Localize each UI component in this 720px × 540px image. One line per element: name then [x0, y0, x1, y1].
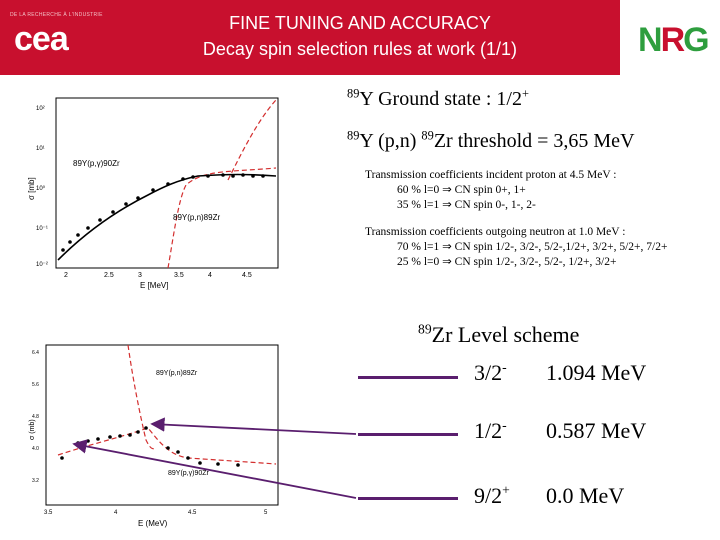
level-energy-9-2: 0.0 MeV	[546, 483, 625, 508]
plot-bottom-ytick: 4.0	[32, 446, 39, 452]
level-spin-9-2: 9/2+	[474, 482, 510, 508]
plot-bottom-xtick: 4	[114, 510, 118, 516]
plot-top-xtick: 3.5	[174, 272, 184, 279]
transmission-proton	[365, 168, 616, 213]
transmission-neutron	[365, 225, 667, 270]
plot-top-ytick: 10⁰	[36, 186, 46, 192]
plot-top-ytick: 10¹	[36, 146, 45, 152]
plot-top-xlabel: E [MeV]	[140, 281, 169, 290]
plot-bottom-label-pn: 89Y(p,n)89Zr	[156, 370, 198, 377]
level-spin-3-2: 3/2-	[474, 359, 507, 385]
plot-bottom-ytick: 4.8	[32, 414, 39, 420]
arrow-half-minus	[152, 424, 356, 434]
plot-top-label-pn: 89Y(p,n)89Zr	[173, 213, 221, 222]
plot-top-xtick: 4.5	[242, 272, 252, 279]
transmission-neutron-title: Transmission coefficients outgoing neutron at 1.0 MeV :	[365, 226, 626, 238]
plot-bottom-ylabel: σ (mb)	[29, 419, 36, 440]
level-spin-1-2: 1/2-	[474, 417, 507, 443]
level-bar-3-2-minus	[358, 376, 458, 379]
title-line-2: Decay spin selection rules at work (1/1)	[202, 39, 518, 59]
plot-top-xtick: 4	[208, 272, 212, 279]
level-scheme-title: $^{89}$Zr Level scheme	[418, 321, 580, 347]
plot-bottom-xtick: 5	[264, 510, 268, 516]
threshold-line: $^{89}$Y (p,n) $^{89}$Zr threshold = 3,65 MeV	[347, 128, 635, 152]
plot-top-xtick: 2	[64, 272, 68, 279]
transmission-neutron-l0: 25 % l=0 ⇒ CN spin 1/2-, 3/2-, 5/2-, 1/2+, 3/2+	[397, 256, 617, 268]
plot-top-ytick: 10⁻²	[36, 262, 48, 268]
plot-top-xtick: 2.5	[104, 272, 114, 279]
plot-top-label-pg: 89Y(p,γ)90Zr	[73, 159, 120, 168]
level-bar-9-2-plus	[358, 497, 458, 500]
level-bar-1-2-minus	[358, 433, 458, 436]
transmission-proton-title: Transmission coefficients incident proton at 4.5 MeV :	[365, 169, 617, 181]
cea-logo: cea	[14, 20, 68, 58]
plot-bottom-label-pg: 89Y(p,γ)90Zr	[168, 470, 209, 477]
level-energy-3-2: 1.094 MeV	[546, 360, 647, 385]
plot-bottom-xtick: 4.5	[188, 510, 197, 516]
plot-bottom-ytick: 5.6	[32, 382, 39, 388]
plot-top-xtick: 3	[138, 272, 142, 279]
level-energy-1-2: 0.587 MeV	[546, 418, 647, 443]
plot-bottom-xtick: 3.5	[44, 510, 53, 516]
transmission-proton-l0: 60 % l=0 ⇒ CN spin 0+, 1+	[397, 184, 526, 196]
plot-top-ytick: 10²	[36, 106, 45, 112]
plot-bottom-xlabel: E (MeV)	[138, 519, 168, 528]
ground-state-line: $^{89}$Y Ground state : 1/2+	[347, 86, 529, 110]
plot-top-ylabel: σ [mb]	[27, 177, 36, 200]
transmission-neutron-l1: 70 % l=1 ⇒ CN spin 1/2-, 3/2-, 5/2-,1/2+, 3/2+, 5/2+, 7/2+	[397, 241, 668, 253]
arrow-ninehalf-plus	[74, 444, 356, 498]
plot-bottom-ytick: 6.4	[32, 350, 39, 356]
plot-top-ytick: 10⁻¹	[36, 226, 48, 232]
cea-tagline: DE LA RECHERCHE À L'INDUSTRIE	[10, 12, 103, 18]
plot-bottom-ytick: 3.2	[32, 478, 39, 484]
nrg-logo: NRG	[638, 21, 708, 59]
title-line-1: FINE TUNING AND ACCURACY	[229, 13, 491, 33]
transmission-proton-l1: 35 % l=1 ⇒ CN spin 0-, 1-, 2-	[397, 199, 536, 211]
